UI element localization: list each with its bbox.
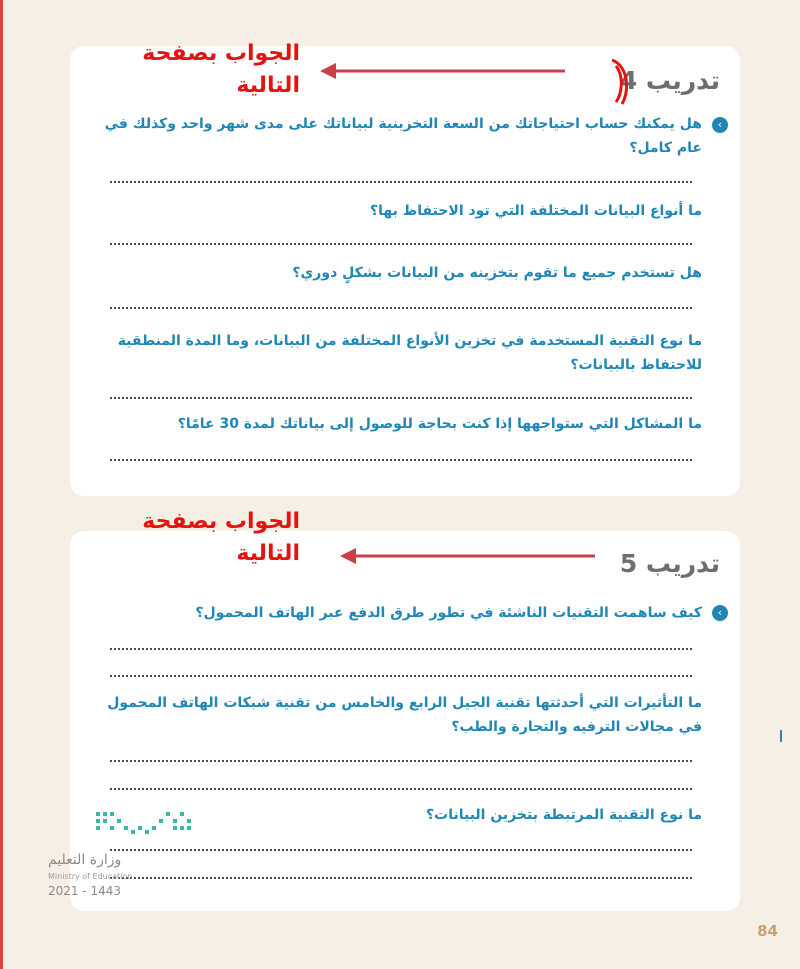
ministry-logo xyxy=(96,810,192,838)
ministry-name-en: Ministry of Education xyxy=(48,872,133,881)
question-5-1: كيف ساهمت التقنيات الناشئة في تطور طرق الدفع عبر الهاتف المحمول؟ xyxy=(195,605,702,621)
margin-tick xyxy=(780,730,782,742)
annotation-answer-next-page: الجواب بصفحة التالية xyxy=(142,41,300,98)
chevron-icon: ‹ xyxy=(712,117,728,133)
training-4-title: تدريب 4 xyxy=(619,66,720,95)
question-4-1: هل يمكنك حساب احتياجاتك من السعة التخزينية لبياناتك على مدى شهر واحد وكذلك في عام كامل؟ xyxy=(104,116,702,156)
arrow-icon xyxy=(320,63,565,79)
chevron-icon: ‹ xyxy=(712,605,728,621)
scribble-mark xyxy=(612,60,627,104)
training-5-title: تدريب 5 xyxy=(619,549,720,578)
ministry-year: 2021 - 1443 xyxy=(48,884,122,898)
question-4-3: هل تستخدم جميع ما تقوم بتخزينه من البيانات بشكلٍ دوري؟ xyxy=(292,265,702,281)
arrow-icon xyxy=(340,548,595,564)
question-4-2: ما أنواع البيانات المختلفة التي تود الاحتفاظ بها؟ xyxy=(369,203,702,219)
question-5-3: ما نوع التقنية المرتبطة بتخزين البيانات؟ xyxy=(426,807,702,823)
question-5-2: ما التأثيرات التي أحدثتها تقنية الجيل الرابع والخامس من تقنية شبكات الهاتف المحمول في مجالات الترفيه والتجارة والطب؟ xyxy=(107,695,702,735)
annotation-answer-next-page: الجواب بصفحة التالية xyxy=(142,509,300,566)
ministry-name-ar: وزارة التعليم xyxy=(48,852,122,868)
question-4-4: ما نوع التقنية المستخدمة في تخزين الأنواع المختلفة من البيانات، وما المدة المنطقية للاحتفاظ بالبيانات؟ xyxy=(117,333,702,373)
page-number: 84 xyxy=(757,922,778,940)
question-4-5: ما المشاكل التي ستواجهها إذا كنت بحاجة للوصول إلى بياناتك لمدة 30 عامًا؟ xyxy=(177,416,702,432)
